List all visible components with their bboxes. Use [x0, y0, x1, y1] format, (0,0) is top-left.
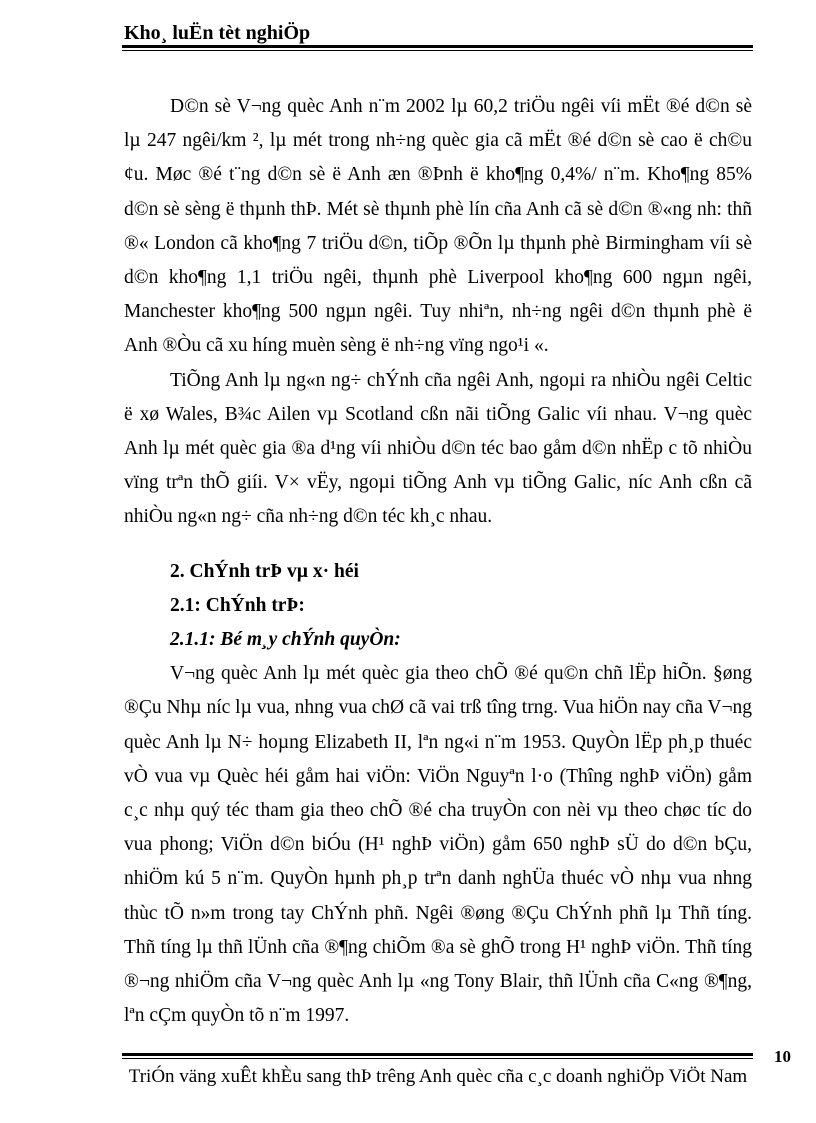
section-gap [124, 535, 752, 555]
subsubsection-heading: 2.1.1: Bé m¸y chÝnh quyÒn: [170, 629, 401, 651]
header-rule-thick [122, 45, 753, 48]
header-rule-thin [122, 50, 753, 51]
paragraph-language: TiÕng Anh lµ ng«n ng÷ chÝnh cña ngêi Anh, ngoµi ra nhiÒu ngêi Celtic ë xø Wales, B¾c Ailen vµ Scotland cßn nãi tiÕng Galic víi nhau. V¬ng quèc Anh lµ mét quèc gia ®a d¹ng víi nhiÒu d©n téc bao gåm d©n nhËp c tõ nhiÒu vïng trªn thÕ giíi. V× vËy, ngoµi tiÕng Anh vµ tiÕng Galic, níc Anh cßn cã nhiÒu ng«n ng÷ cña nh÷ng d©n téc kh¸c nhau. [124, 369, 752, 528]
subsection-heading: 2.1: ChÝnh trÞ: [170, 594, 305, 616]
paragraph-population: D©n sè V¬ng quèc Anh n¨m 2002 lµ 60,2 triÖu ngêi víi mËt ®é d©n sè lµ 247 ngêi/km ², lµ mét trong nh÷ng quèc gia cã mËt ®é d©n sè cao ë ch©u ¢u. Møc ®é t¨ng d©n sè ë Anh æn ®Þnh ë kho¶ng 0,4%/ n¨m. Kho¶ng 85% d©n sè sèng ë thµnh thÞ. Mét sè thµnh phè lín cña Anh cã sè d©n ®«ng nh: thñ ®« London cã kho¶ng 7 triÖu d©n, tiÕp ®Õn lµ thµnh phè Birmingham víi sè d©n kho¶ng 1,1 triÖu ngêi, thµnh phè Liverpool kho¶ng 600 ngµn ngêi, Manchester kho¶ng 500 ngµn ngêi. Tuy nhiªn, nh÷ng ngêi d©n thµnh phè ë Anh ®Òu cã xu híng muèn sèng ë nh÷ng vïng ngo¹i «. [124, 96, 752, 357]
header-title: Kho¸ luËn tèt nghiÖp [124, 22, 311, 44]
footer-rule-thin [122, 1058, 753, 1059]
paragraph-government: V¬ng quèc Anh lµ mét quèc gia theo chÕ ®é qu©n chñ lËp hiÕn. §øng ®Çu Nhµ níc lµ vua, nhng vua chØ cã vai trß tîng trng. Vua hiÖn nay cña V¬ng quèc Anh lµ N÷ hoµng Elizabeth II, lªn ng«i n¨m 1953. QuyÒn lËp ph¸p thuéc vÒ vua vµ Quèc héi gåm hai viÖn: ViÖn Nguyªn l·o (Thîng nghÞ viÖn) gåm c¸c nhµ quý téc tham gia theo chÕ ®é cha truyÒn con nèi vµ theo chøc tíc do vua phong; ViÖn d©n biÓu (H¹ nghÞ viÖn) gåm 650 nghÞ sÜ do d©n bÇu, nhiÖm kú 5 n¨m. QuyÒn hµnh ph¸p trªn danh nghÜa thuéc vÒ nhµ vua nhng thùc tÕ n»m trong tay ChÝnh phñ. Ngêi ®øng ®Çu ChÝnh phñ lµ Thñ tíng. Thñ tíng lµ thñ lÜnh cña ®¶ng chiÕm ®a sè ghÕ trong H¹ nghÞ viÖn. Thñ tíng ®¬ng nhiÖm cña V¬ng quèc Anh lµ «ng Tony Blair, thñ lÜnh cña C«ng ®¶ng, lªn cÇm quyÒn tõ n¨m 1997. [124, 663, 752, 1027]
footer-text: TriÓn väng xuÊt khÈu sang thÞ trêng Anh quèc cña c¸c doanh nghiÖp ViÖt Nam [128, 1066, 748, 1087]
footer-rule-thick [122, 1053, 753, 1056]
document-body [124, 90, 752, 1033]
page-number: 10 [774, 1047, 791, 1066]
section-heading: 2. ChÝnh trÞ vµ x· héi [170, 560, 359, 582]
